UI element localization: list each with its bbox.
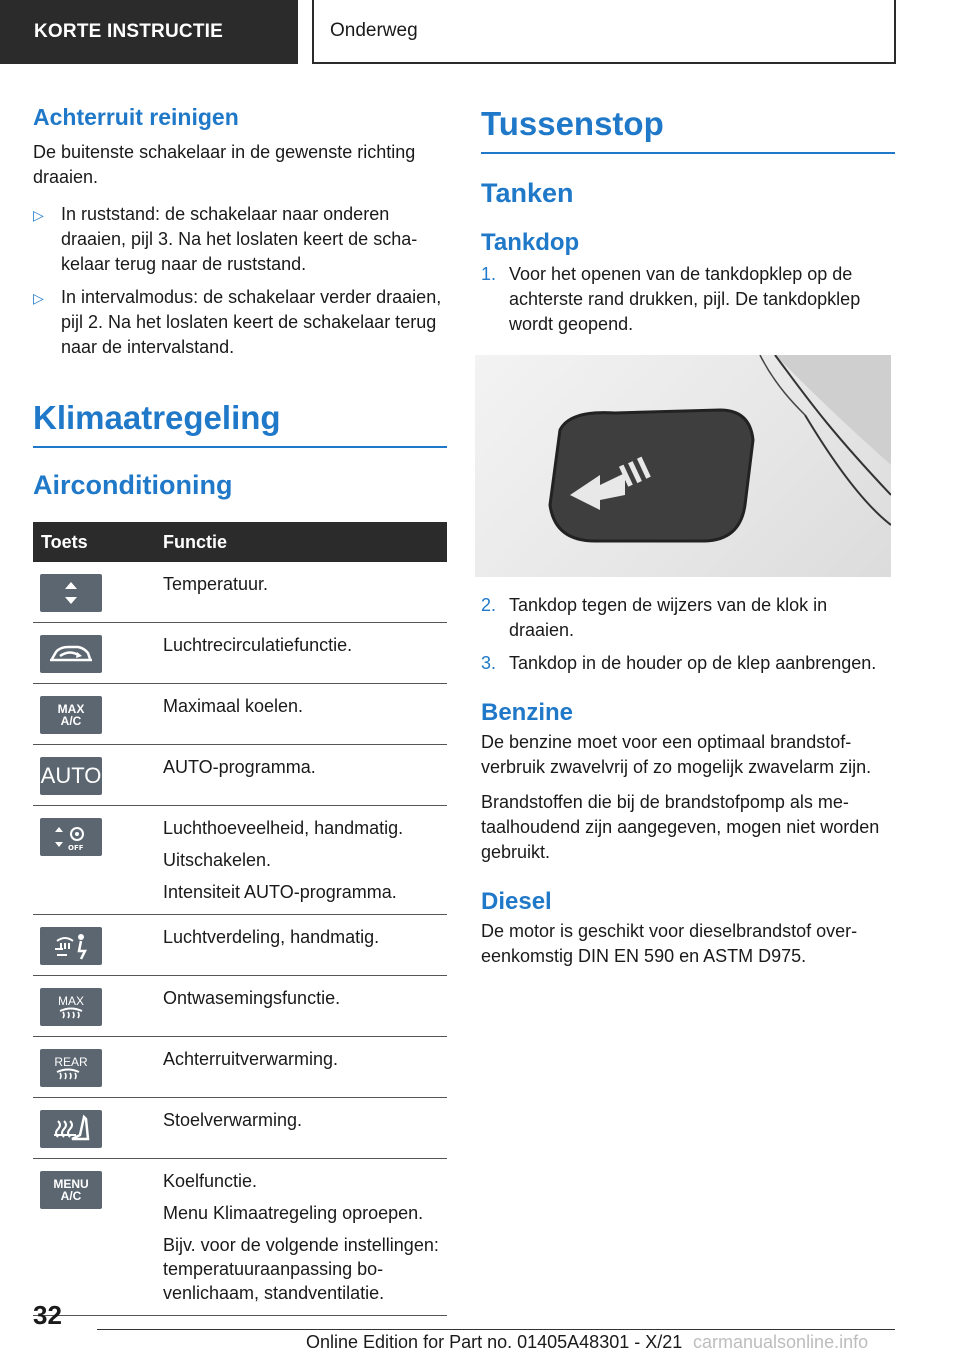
step-item: [481, 651, 895, 676]
climate-table: [33, 522, 447, 1316]
recirculation-car-icon: [40, 635, 102, 673]
fan-off-icon: [40, 818, 102, 856]
bullet-item: [33, 285, 447, 360]
diesel-heading: Diesel: [481, 888, 552, 915]
ac-heading: Airconditioning: [33, 470, 233, 500]
fuel-heading: Tanken: [481, 178, 574, 208]
function-cell: [163, 1098, 447, 1159]
key-cell: [33, 976, 163, 1037]
function-text: Menu Klimaatregeling oproepen.: [163, 1203, 424, 1223]
petrol-heading: Benzine: [481, 699, 574, 726]
key-cell: [33, 562, 163, 623]
fuel-cap-photo: [475, 355, 891, 577]
step-item: [481, 262, 895, 337]
bullet-text: In intervalmodus: de schakelaar verder draaien, pijl 2. Na het loslaten keert de schakelaar terug naar de intervalstand.: [61, 287, 442, 357]
function-cell: [163, 684, 447, 745]
key-label: MAX A/C: [57, 702, 85, 728]
step-text: Tankdop tegen de wijzers van de klok in draaien.: [509, 595, 828, 640]
menu-ac-icon: [40, 1171, 102, 1209]
function-text: Intensiteit AUTO-programma.: [163, 882, 397, 902]
diesel-paragraph: De motor is geschikt voor dieselbrandstof overeenkomstig DIN EN 590 en ASTM D975.: [481, 921, 858, 966]
function-text: Stoelverwarming.: [163, 1110, 303, 1130]
function-text: AUTO-programma.: [163, 757, 316, 777]
table-row: [33, 684, 447, 745]
section-label: KORTE INSTRUCTIE: [34, 21, 223, 42]
step-number: 1.: [481, 264, 497, 284]
rear-wiper-intro: De buitenste schakelaar in de gewenste richting draaien.: [33, 142, 416, 187]
function-cell: [163, 915, 447, 976]
col-header-function: Functie: [163, 522, 447, 562]
step-item: [481, 593, 895, 643]
table-row: [33, 1159, 447, 1316]
table-row: [33, 623, 447, 684]
key-cell: [33, 1037, 163, 1098]
step-number: 2.: [481, 595, 497, 615]
stop-heading: Tussenstop: [481, 102, 895, 154]
function-cell: [163, 976, 447, 1037]
function-text: Bijv. voor de volgende instellingen: temperatuuraanpassing bovenlichaam, standventilatie.: [163, 1235, 439, 1303]
function-text: Luchtverdeling, handmatig.: [163, 927, 380, 947]
table-row: [33, 562, 447, 623]
petrol-paragraph-1: De benzine moet voor een optimaal brandstofverbruik zwavelvrij of zo mogelijk zwavelarm zijn.: [481, 732, 872, 777]
key-cell: [33, 684, 163, 745]
function-text: Ontwasemingsfunctie.: [163, 988, 341, 1008]
table-row: [33, 806, 447, 915]
max-ac-icon: [40, 696, 102, 734]
auto-icon: [40, 757, 102, 795]
key-label: REAR: [54, 1056, 87, 1080]
chapter-label: Onderweg: [330, 20, 418, 41]
key-label: AUTO: [40, 763, 102, 788]
table-row: [33, 915, 447, 976]
max-defrost-icon: [40, 988, 102, 1026]
footer-rule: [97, 1329, 895, 1330]
watermark: carmanualsonline.info: [693, 1332, 869, 1352]
function-text: Uitschakelen.: [163, 850, 272, 870]
function-cell: [163, 562, 447, 623]
bullet-item: [33, 202, 447, 277]
function-text: Luchthoeveelheid, handmatig.: [163, 818, 404, 838]
step-text: Tankdop in de houder op de klep aanbrengen.: [509, 653, 877, 673]
key-cell: [33, 745, 163, 806]
function-text: Koelfunctie.: [163, 1171, 258, 1191]
col-header-key: Toets: [33, 522, 163, 562]
section-tab: [0, 0, 298, 64]
rear-defrost-icon: [40, 1049, 102, 1087]
step-number: 3.: [481, 653, 497, 673]
page-number: 32: [33, 1300, 62, 1330]
triangle-bullet-icon: ▷: [33, 290, 44, 306]
triangle-bullet-icon: ▷: [33, 207, 44, 223]
chapter-tab: [312, 0, 896, 64]
climate-heading: Klimaatregeling: [33, 396, 447, 448]
table-row: [33, 745, 447, 806]
left-column: [33, 102, 447, 1316]
table-row: [33, 976, 447, 1037]
edition-text: Online Edition for Part no. 01405A48301 - X/21: [306, 1332, 683, 1352]
key-cell: [33, 1098, 163, 1159]
table-header-row: [33, 522, 447, 562]
function-text: Achterruitverwarming.: [163, 1049, 339, 1069]
function-cell: [163, 1037, 447, 1098]
function-text: Luchtrecirculatiefunctie.: [163, 635, 353, 655]
cap-heading: Tankdop: [481, 229, 580, 256]
right-column: [481, 102, 895, 969]
petrol-paragraph-2: Brandstoffen die bij de brandstofpomp als metaalhoudend zijn aangegeven, mogen niet worden gebruikt.: [481, 792, 880, 862]
key-cell: [33, 915, 163, 976]
function-text: Maximaal koelen.: [163, 696, 304, 716]
key-label: MAX: [57, 995, 85, 1019]
table-row: [33, 1098, 447, 1159]
function-text: Temperatuur.: [163, 574, 269, 594]
table-row: [33, 1037, 447, 1098]
function-cell: [163, 806, 447, 915]
key-label: MENU A/C: [53, 1177, 89, 1203]
step-text: Voor het openen van de tankdopklep op de achterste rand drukken, pijl. De tankdopklep wordt geopend.: [509, 264, 861, 334]
fuel-flap-illustration: [475, 355, 891, 577]
key-cell: [33, 806, 163, 915]
function-cell: [163, 623, 447, 684]
seat-heating-icon: [40, 1110, 102, 1148]
svg-text:OFF: OFF: [68, 844, 84, 852]
key-cell: [33, 1159, 163, 1316]
bullet-text: In ruststand: de schakelaar naar onderen draaien, pijl 3. Na het loslaten keert de schakelaar terug naar de ruststand.: [61, 204, 418, 274]
up-down-arrows-icon: [40, 574, 102, 612]
function-cell: [163, 745, 447, 806]
air-distribution-icon: [40, 927, 102, 965]
key-cell: [33, 623, 163, 684]
function-cell: [163, 1159, 447, 1316]
rear-wiper-heading: Achterruit reinigen: [33, 104, 239, 130]
